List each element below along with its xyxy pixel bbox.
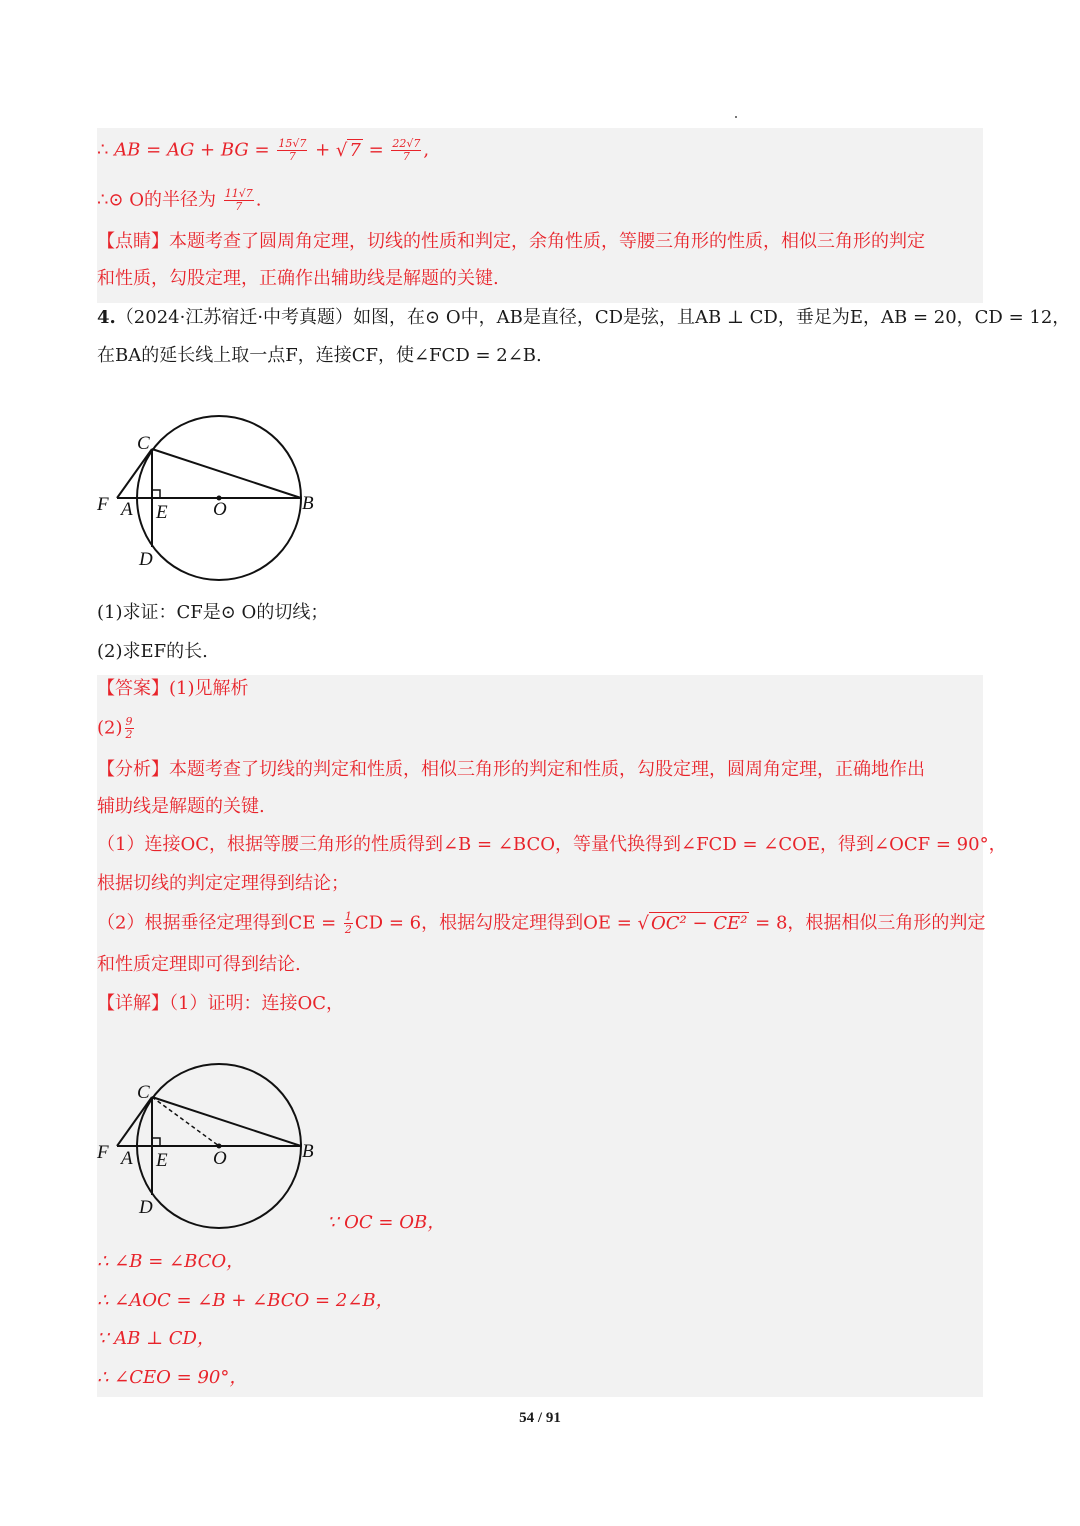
fraction: $\frac{22√7}{7}$	[392, 137, 421, 163]
line-cb	[152, 449, 301, 498]
problem-line-2: 在BA的延长线上取一点F，连接CF，使∠FCD = 2∠B.	[97, 345, 542, 366]
detail-step-2: ∴ ∠AOC = ∠B + ∠BCO = 2∠B，	[97, 1290, 394, 1311]
label-o: O	[213, 499, 227, 520]
analysis-line-3: （1）连接OC，根据等腰三角形的性质得到∠B = ∠BCO，等量代换得到∠FCD = ∠COE，得到∠OCF = 90°，	[97, 834, 1007, 855]
right-angle-mark	[152, 1138, 160, 1146]
question-2: (2)求EF的长.	[97, 641, 208, 662]
prev-line-1: ∴ AB = AG + BG = $\frac{15√7}{7}$ + √ 7 = $\frac{22√7}{7}$ ,	[97, 137, 430, 163]
label-a: A	[121, 1148, 133, 1169]
detail-step-4: ∴ ∠CEO = 90°，	[97, 1367, 248, 1388]
prev-note-line-2: 和性质，勾股定理，正确作出辅助线是解题的关键.	[97, 268, 499, 289]
prev-line-2: ∴⊙ O的半径为 $\frac{11√7}{7}$ .	[97, 187, 262, 213]
label-c: C	[137, 433, 150, 454]
sqrt: √ 7	[335, 139, 361, 161]
fraction: $\frac{9}{2}$	[125, 715, 133, 741]
fraction: $\frac{11√7}{7}$	[224, 187, 253, 213]
detail-step-1: ∴ ∠B = ∠BCO，	[97, 1251, 245, 1272]
prev-note-line-1: 【点睛】本题考查了圆周角定理，切线的性质和判定，余角性质，等腰三角形的性质，相似三角形的判定	[97, 231, 925, 252]
line-cf	[117, 449, 152, 498]
detail-line-1: 【详解】（1）证明：连接OC，	[97, 993, 344, 1014]
label-e: E	[156, 1150, 168, 1171]
detail-step-3: ∵ AB ⊥ CD，	[97, 1328, 215, 1349]
answer-line-1: 【答案】(1)见解析	[97, 678, 249, 699]
line-oc-dashed	[152, 1097, 219, 1146]
fraction: $\frac{15√7}{7}$	[278, 137, 307, 163]
analysis-line-2: 辅助线是解题的关键.	[97, 796, 265, 817]
analysis-line-5: （2）根据垂径定理得到CE = $\frac{1}{2}$ CD = 6，根据勾股定理得到OE = √ OC² − CE² = 8，根据相似三角形的判定	[97, 910, 986, 936]
label-f: F	[97, 1142, 109, 1163]
problem-line-1: 4.（2024·江苏宿迁·中考真题）如图，在⊙ O中，AB是直径，CD是弦，且AB ⊥ CD，垂足为E，AB = 20，CD = 12，	[97, 307, 1071, 328]
analysis-line-6: 和性质定理即可得到结论.	[97, 954, 301, 975]
label-b: B	[302, 1141, 314, 1162]
page-number: 54 / 91	[519, 1410, 561, 1426]
label-c: C	[137, 1082, 150, 1103]
label-o: O	[213, 1148, 227, 1169]
line-cf	[117, 1097, 152, 1146]
analysis-line-1: 【分析】本题考查了切线的判定和性质，相似三角形的判定和性质，勾股定理，圆周角定理，正确地作出	[97, 759, 925, 780]
line-cb	[152, 1097, 301, 1146]
geometry-figure-2	[90, 1048, 350, 1248]
sqrt: √ OC² − CE²	[637, 912, 748, 934]
right-angle-mark	[152, 490, 160, 498]
speck	[735, 116, 737, 118]
label-e: E	[156, 502, 168, 523]
label-a: A	[121, 499, 133, 520]
label-d: D	[139, 1197, 153, 1218]
since-oc-ob: ∵ OC = OB，	[327, 1212, 446, 1233]
geometry-figure	[90, 400, 350, 600]
label-f: F	[97, 494, 109, 515]
answer-line-2: (2) $\frac{9}{2}$	[97, 715, 133, 741]
question-1: (1)求证：CF是⊙ O的切线；	[97, 602, 329, 623]
label-d: D	[139, 549, 153, 570]
label-b: B	[302, 493, 314, 514]
fraction: $\frac{1}{2}$	[344, 910, 352, 936]
analysis-line-4: 根据切线的判定定理得到结论；	[97, 873, 349, 894]
